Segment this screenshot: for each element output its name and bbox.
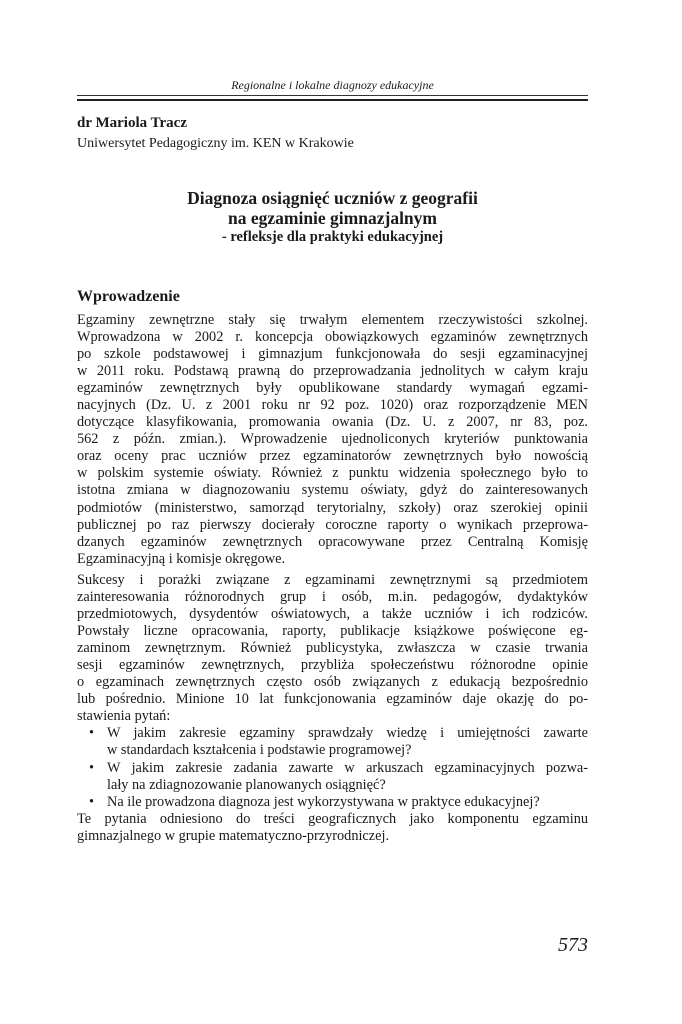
section-heading: Wprowadzenie [77, 288, 180, 305]
text-line: w polskim systemie oświaty. Również z punktu widzenia społecznego było to [77, 465, 588, 482]
text-line: Powstały liczne opracowania, raporty, publikacje książkowe poświęcone eg- [77, 623, 588, 640]
list-item [77, 760, 588, 794]
title-line-1: Diagnoza osiągnięć uczniów z geografii [187, 188, 478, 208]
text-line: istotna zmiana w diagnozowaniu systemu oświaty, gdyż do zainteresowanych [77, 482, 588, 499]
text-line: podmiotów (ministerstwo, samorząd terytorialny, szkoły) oraz szerokiej opinii [77, 499, 588, 516]
text-line: zaminom zewnętrznym. Również publicystyka, zwłaszcza w czasie trwania [77, 640, 588, 657]
text-line: publicznej po raz pierwszy docierały coroczne raporty o wynikach przeprowa- [77, 516, 588, 533]
text-line: zainteresowania różnorodnych grup i osób, m.in. pedagogów, dydaktyków [77, 589, 588, 606]
bullet-icon: • [89, 759, 95, 776]
author-affiliation: Uniwersytet Pedagogiczny im. KEN w Krakowie [77, 136, 354, 151]
text-line: W jakim zakresie egzaminy sprawdzały wiedzę i umiejętności zawarte [107, 725, 588, 742]
text-line: w standardach kształcenia i podstawie programowej? [107, 742, 412, 759]
author-name: dr Mariola Tracz [77, 115, 187, 131]
bullet-icon: • [89, 725, 95, 742]
article-title [77, 188, 588, 247]
text-line: Sukcesy i porażki związane z egzaminami zewnętrznymi są przedmiotem [77, 572, 588, 588]
list-item [77, 794, 588, 811]
text-line: po szkole podstawowej i gimnazjum funkcjonowała do sesji egzaminacyjnej [77, 346, 588, 363]
article-subtitle: - refleksje dla praktyki edukacyjnej [221, 229, 444, 245]
text-line: Wprowadzona w 2002 r. koncepcja obowiązkowych egzaminów zewnętrznych [77, 329, 588, 346]
header-rule-thick [77, 99, 588, 101]
text-line: lub pośrednio. Minione 10 lat funkcjonowania egzaminów daje okazję do po- [77, 691, 588, 708]
paragraph-2 [77, 572, 588, 845]
text-line: Te pytania odniesiono do treści geograficznych jako komponentu egzaminu [77, 810, 588, 827]
header-rule-thin [77, 95, 588, 96]
title-line-2: na egzaminie gimnazjalnym [227, 208, 437, 228]
text-line: 562 z późn. zmian.). Wprowadzenie ujednoliconych kryteriów punktowania [77, 431, 588, 448]
text-line: o egzaminach zewnętrznych często osób związanych z edukacją bezpośrednio [77, 674, 588, 691]
text-line: Egzaminy zewnętrzne stały się trwałym elementem rzeczywistości szkolnej. [77, 312, 588, 328]
text-line: stawienia pytań: [77, 708, 171, 725]
text-line: lały na zdiagnozowanie planowanych osiągnięć? [107, 776, 386, 793]
text-line: w 2011 roku. Podstawą prawną do przeprowadzania jednolitych w całym kraju [77, 363, 588, 380]
text-line: Na ile prowadzona diagnoza jest wykorzystywana w praktyce edukacyjnej? [107, 793, 540, 810]
bullet-icon: • [89, 793, 95, 810]
text-line: Egzaminacyjną i komisje okręgowe. [77, 550, 286, 567]
text-line: egzaminów zewnętrznych były opublikowane standardy wymagań egzami- [77, 380, 588, 397]
paragraph-1 [77, 312, 588, 568]
text-line: sesji egzaminów zewnętrznych, przybliża społeczeństwu różnorodne opinie [77, 657, 588, 674]
question-list [77, 725, 588, 810]
text-line: dotyczące klasyfikowania, promowania owania (Dz. U. z 2007, nr 83, poz. [77, 414, 588, 431]
running-header: Regionalne i lokalne diagnozy edukacyjne [231, 78, 434, 92]
text-line: nacyjnych (Dz. U. z 2001 roku nr 92 poz. 1020) oraz rozporządzenie MEN [77, 397, 588, 414]
text-line: gimnazjalnego w grupie matematyczno-przyrodniczej. [77, 827, 390, 844]
text-line: W jakim zakresie zadania zawarte w arkuszach egzaminacyjnych pozwa- [107, 759, 588, 776]
page-number: 573 [558, 934, 588, 956]
text-line: przedmiotowych, dysydentów oświatowych, a także uczniów i ich rodziców. [77, 606, 588, 623]
text-line: oraz oceny prac uczniów przez egzaminatorów zewnętrznych było nowością [77, 448, 588, 465]
text-line: dzanych egzaminów zewnętrznych opracowywane przez Centralną Komisję [77, 533, 588, 550]
list-item [77, 725, 588, 759]
